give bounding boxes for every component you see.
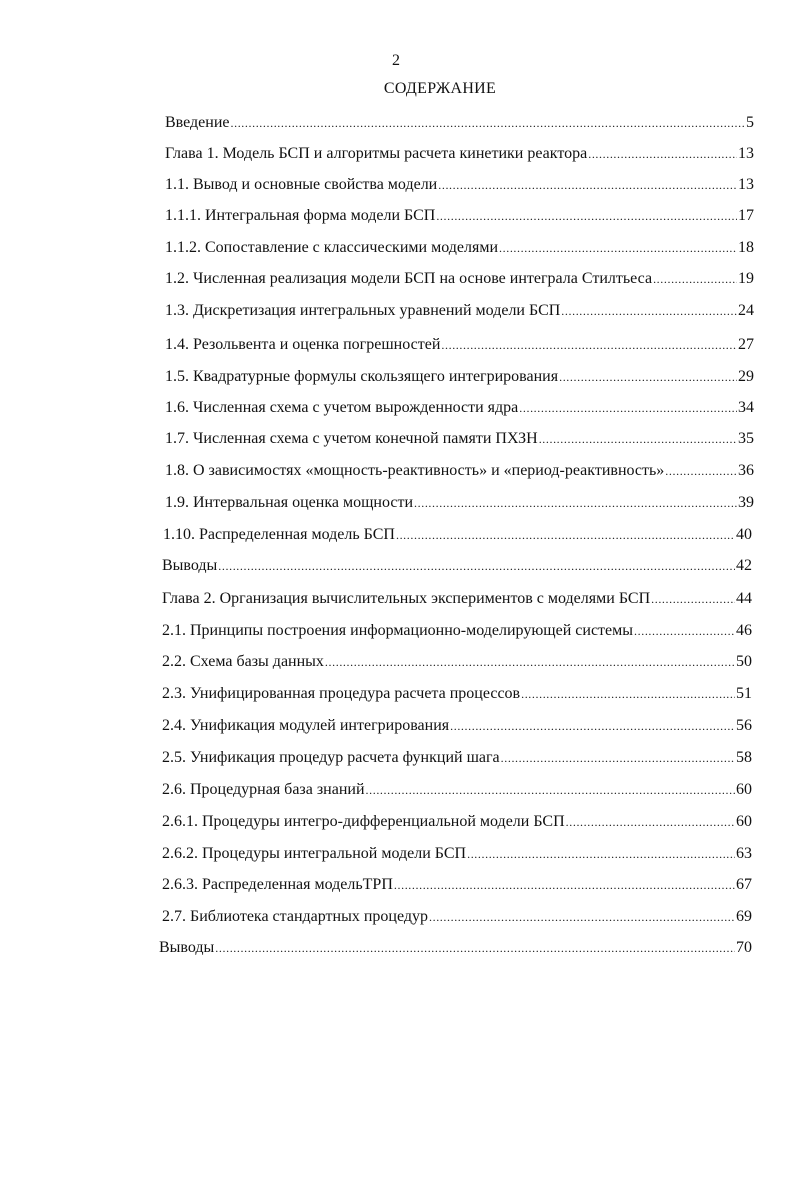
toc-leader-dots xyxy=(559,366,737,388)
toc-entry-page: 18 xyxy=(738,239,754,256)
toc-entry xyxy=(162,811,752,833)
toc-entry-label: 1.7. Численная схема с учетом конечной памяти ПХЗН xyxy=(165,430,538,447)
toc-entry-label: 2.3. Унифицированная процедура расчета процессов xyxy=(162,685,521,702)
toc-entry-page: 39 xyxy=(738,494,754,511)
toc-entry-label: Выводы xyxy=(159,939,215,956)
toc-entry xyxy=(165,397,754,419)
toc-leader-dots xyxy=(651,588,735,610)
toc-entry-label: 1.2. Численная реализация модели БСП на основе интеграла Стилтьеса xyxy=(165,270,653,287)
toc-entry xyxy=(162,620,752,642)
toc-entry xyxy=(162,874,752,896)
toc-entry xyxy=(159,937,752,959)
toc-entry-label: Глава 1. Модель БСП и алгоритмы расчета кинетики реактора xyxy=(165,145,588,162)
toc-entry-label: Выводы xyxy=(162,557,218,574)
toc-entry-page: 60 xyxy=(736,781,752,798)
toc-entry-label: 1.3. Дискретизация интегральных уравнений модели БСП xyxy=(165,302,561,319)
toc-leader-dots xyxy=(519,397,737,419)
toc-entry-label: 2.2. Схема базы данных xyxy=(162,653,324,670)
toc-entry-label: 1.6. Численная схема с учетом вырожденности ядра xyxy=(165,399,519,416)
toc-entry xyxy=(165,268,754,290)
toc-entry-label: 1.10. Распределенная модель БСП xyxy=(163,526,395,543)
toc-entry-label: 2.6. Процедурная база знаний xyxy=(162,781,365,798)
toc-leader-dots xyxy=(588,143,737,165)
toc-entry xyxy=(165,460,754,482)
toc-entry-page: 36 xyxy=(738,462,754,479)
toc-leader-dots xyxy=(436,205,737,227)
toc-entry-page: 24 xyxy=(738,302,754,319)
toc-entry-page: 42 xyxy=(736,557,752,574)
toc-entry xyxy=(162,683,752,705)
toc-leader-dots xyxy=(665,460,737,482)
toc-leader-dots xyxy=(499,237,737,259)
toc-entry-label: 1.4. Резольвента и оценка погрешностей xyxy=(165,336,441,353)
toc-leader-dots xyxy=(215,937,735,959)
toc-entry-page: 27 xyxy=(738,336,754,353)
toc-entry-label: 1.5. Квадратурные формулы скользящего интегрирования xyxy=(165,368,559,385)
toc-entry-page: 17 xyxy=(738,207,754,224)
toc-entry-label: 2.6.1. Процедуры интегро-дифференциальной модели БСП xyxy=(162,813,565,830)
toc-entry xyxy=(165,366,754,388)
toc-entry-page: 40 xyxy=(736,526,752,543)
toc-leader-dots xyxy=(501,747,735,769)
toc-entry-label: 1.1.1. Интегральная форма модели БСП xyxy=(165,207,436,224)
toc-entry xyxy=(165,112,754,134)
toc-entry-label: 2.7. Библиотека стандартных процедур xyxy=(162,908,428,925)
toc-entry-label: 1.1.2. Сопоставление с классическими моделями xyxy=(165,239,499,256)
toc-entry xyxy=(165,334,754,356)
toc-entry-label: 2.6.3. Распределенная модельТРП xyxy=(162,876,393,893)
toc-leader-dots xyxy=(653,268,737,290)
toc-leader-dots xyxy=(231,112,746,134)
toc-entry-page: 46 xyxy=(736,622,752,639)
toc-leader-dots xyxy=(429,906,735,928)
toc-entry-label: Введение xyxy=(165,114,230,131)
toc-leader-dots xyxy=(394,874,735,896)
toc-entry xyxy=(165,237,754,259)
page-number: 2 xyxy=(392,52,400,69)
toc-leader-dots xyxy=(634,620,735,642)
toc-entry xyxy=(162,588,752,610)
toc-entry-page: 69 xyxy=(736,908,752,925)
toc-entry-label: 2.1. Принципы построения информационно-моделирующей системы xyxy=(162,622,634,639)
toc-entry-page: 58 xyxy=(736,749,752,766)
toc-entry-page: 13 xyxy=(738,145,754,162)
toc-entry xyxy=(165,300,754,322)
toc-leader-dots xyxy=(218,555,735,577)
toc-entry-page: 56 xyxy=(736,717,752,734)
toc-entry-label: 2.5. Унификация процедур расчета функций шага xyxy=(162,749,500,766)
toc-entry-label: 1.1. Вывод и основные свойства модели xyxy=(165,176,438,193)
toc-leader-dots xyxy=(561,300,737,322)
toc-entry-page: 70 xyxy=(736,939,752,956)
toc-entry xyxy=(165,205,754,227)
toc-entry xyxy=(162,651,752,673)
toc-leader-dots xyxy=(450,715,735,737)
toc-leader-dots xyxy=(414,492,737,514)
toc-entry xyxy=(162,747,752,769)
toc-entry-label: 2.4. Унификация модулей интегрирования xyxy=(162,717,450,734)
toc-entry-page: 29 xyxy=(738,368,754,385)
toc-entry-page: 67 xyxy=(736,876,752,893)
toc-leader-dots xyxy=(441,334,737,356)
toc-entry xyxy=(165,492,754,514)
toc-leader-dots xyxy=(467,843,735,865)
toc-leader-dots xyxy=(366,779,735,801)
toc-entry-label: Глава 2. Организация вычислительных экспериментов с моделями БСП xyxy=(162,590,651,607)
toc-entry-page: 19 xyxy=(738,270,754,287)
toc-entry xyxy=(165,428,754,450)
toc-entry-page: 13 xyxy=(738,176,754,193)
toc-entry-page: 44 xyxy=(736,590,752,607)
toc-leader-dots xyxy=(396,524,735,546)
toc-entry-page: 60 xyxy=(736,813,752,830)
toc-entry xyxy=(162,779,752,801)
toc-entry-label: 1.8. О зависимостях «мощность-реактивность» и «период-реактивность» xyxy=(165,462,665,479)
toc-entry-label: 2.6.2. Процедуры интегральной модели БСП xyxy=(162,845,467,862)
toc-entry-page: 51 xyxy=(736,685,752,702)
toc-leader-dots xyxy=(566,811,735,833)
toc-title: СОДЕРЖАНИЕ xyxy=(383,80,497,97)
toc-entry xyxy=(162,555,752,577)
toc-entry xyxy=(163,524,752,546)
toc-leader-dots xyxy=(438,174,737,196)
toc-leader-dots xyxy=(521,683,735,705)
toc-entry-page: 34 xyxy=(738,399,754,416)
toc-entry-page: 50 xyxy=(736,653,752,670)
toc-entry-label: 1.9. Интервальная оценка мощности xyxy=(165,494,414,511)
toc-entry-page: 63 xyxy=(736,845,752,862)
toc-entry xyxy=(162,843,752,865)
toc-leader-dots xyxy=(539,428,737,450)
toc-leader-dots xyxy=(325,651,735,673)
toc-entry xyxy=(165,174,754,196)
toc-entry-page: 35 xyxy=(738,430,754,447)
toc-entry-page: 5 xyxy=(746,114,754,131)
toc-entry xyxy=(162,906,752,928)
toc-entry xyxy=(165,143,754,165)
toc-entry xyxy=(162,715,752,737)
